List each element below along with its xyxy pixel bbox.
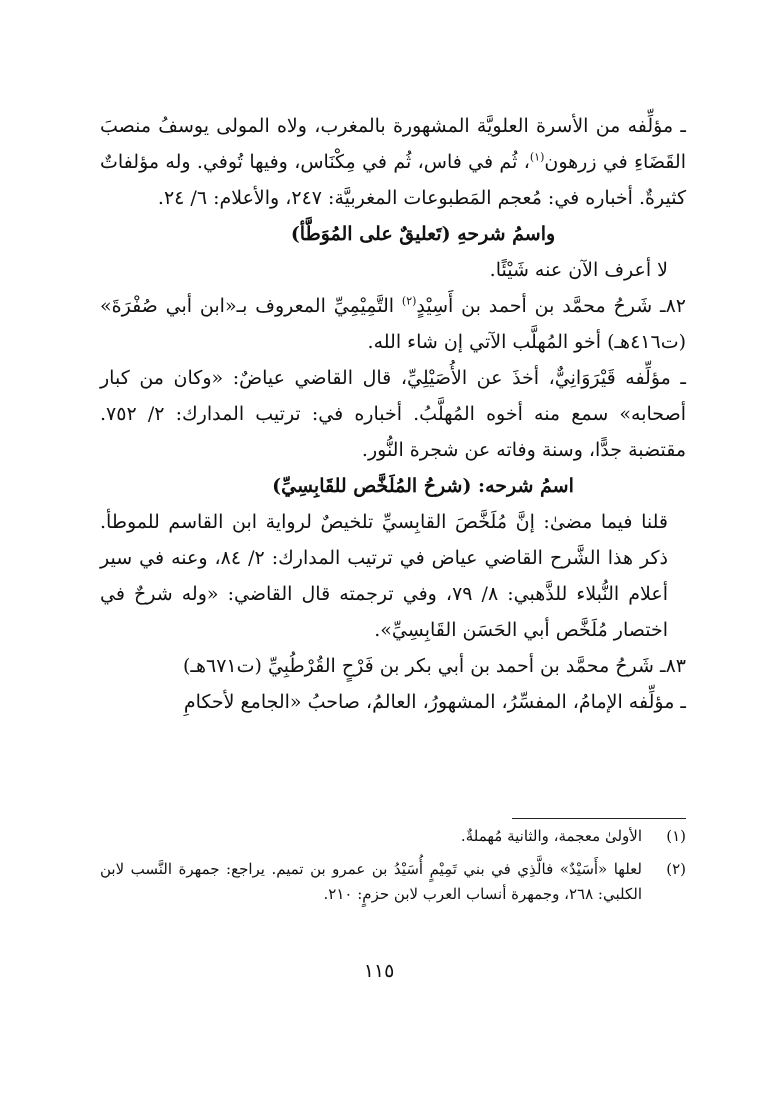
footnotes — [100, 824, 686, 915]
footnote-text: لعلها «أَسَيْدٌ» فالَّذِي في بني تَمِيْمٍ أُسَيْدُ بن عمرو بن تميم. يراجع: جمهرة النَّسب لابن الكلبي: ٢٦٨، وجمهرة أنساب العرب لابن حزمٍ: ٢١٠. — [100, 860, 642, 903]
paragraph-author-82: ـ مؤلِّفه قَيْرَوَانِيٌّ، أخذَ عن الأُصَيْلِيِّ، قال القاضي عياضٌ: «وكان من كبار أصحابه» سمع منه أخوه المُهلَّبُ. أخباره في: ترتيب المدارك: ٢/ ٧٥٢. مقتضبة جدًّا، وسنة وفاته عن شجرة النُّور. — [100, 367, 686, 461]
entry-83 — [100, 648, 686, 684]
entry-number: ٨٢ـ — [660, 295, 686, 317]
paragraph-text: ـ مؤلِّفه من الأسرة العلويَّة المشهورة بالمغرب، ولاه المولى يوسفُ منصبَ القَضَاءِ في زرهون — [100, 115, 686, 173]
entry-title-cont: التَّمِيْمِيِّ المعروف بـ«ابن أبي صُفْرَةَ» (ت٤١٦هـ) أخو المُهلَّب الآتي إن شاء الله. — [100, 295, 686, 353]
footnote-number: (١) — [666, 827, 686, 845]
main-text — [100, 108, 686, 720]
section-heading-mulakhas: اسمُ شرحه: (شرحُ المُلَخَّص للقَابِسِيِّ) — [272, 475, 574, 497]
paragraph-mulakhas: قلنا فيما مضىٰ: إنَّ مُلَخَّصَ القابِسيِّ تلخيصٌ لرواية ابن القاسم للموطأ. ذكر هذا الشَّرح القاضي عياض في ترتيب المدارك: ٢/ ٨٤، وعنه في سير أعلام النُّبلاء للذَّهبي: ٨/ ٧٩، وفي ترجمته قال القاضي: «وله شرحٌ في اختصار مُلَخَّص أبي الحَسَن القَابِسِيِّ». — [100, 511, 668, 641]
paragraph-unknown: لا أعرف الآن عنه شَيْئًا. — [489, 259, 668, 281]
entry-number: ٨٣ـ — [660, 655, 686, 677]
paragraph-author-bio — [100, 108, 686, 216]
paragraph-text-cont: ، ثُم في فاس، ثُم في مِكْنَاس، وفيها تُوفي. وله مؤلفاتٌ كثيرةٌ. أخباره في: مُعجم المَطبوعات المغربيَّة: ٢٤٧، والأعلام: ٦/ ٢٤. — [100, 151, 686, 209]
footnote-1 — [100, 824, 686, 849]
entry-82 — [100, 288, 686, 360]
footnote-ref-1[interactable]: (١) — [529, 150, 545, 164]
entry-title: شَرحُ محمَّد بن أحمد بن أَسِيْدٍ — [416, 295, 660, 317]
footnote-divider — [512, 818, 686, 819]
footnote-2 — [100, 857, 686, 907]
section-heading-ta3liq: واسمُ شرحهِ (تَعليقٌ على المُوَطَّأ) — [290, 223, 556, 245]
paragraph-author-83: ـ مؤلِّفه الإمامُ، المفسِّرُ، المشهورُ، العالمُ، صاحبُ «الجامع لأحكامِ — [183, 691, 686, 713]
entry-title: شَرحُ محمَّد بن أحمد بن أبي بكر بن فَرْحٍ القُرْطُبِيِّ (ت٦٧١هـ) — [182, 655, 660, 677]
footnote-number: (٢) — [666, 860, 686, 878]
footnote-text: الأولىٰ معجمة، والثانية مُهملةٌ. — [460, 827, 642, 845]
page-number: ١١٥ — [363, 960, 395, 982]
footnote-ref-2[interactable]: (٢) — [401, 294, 417, 308]
